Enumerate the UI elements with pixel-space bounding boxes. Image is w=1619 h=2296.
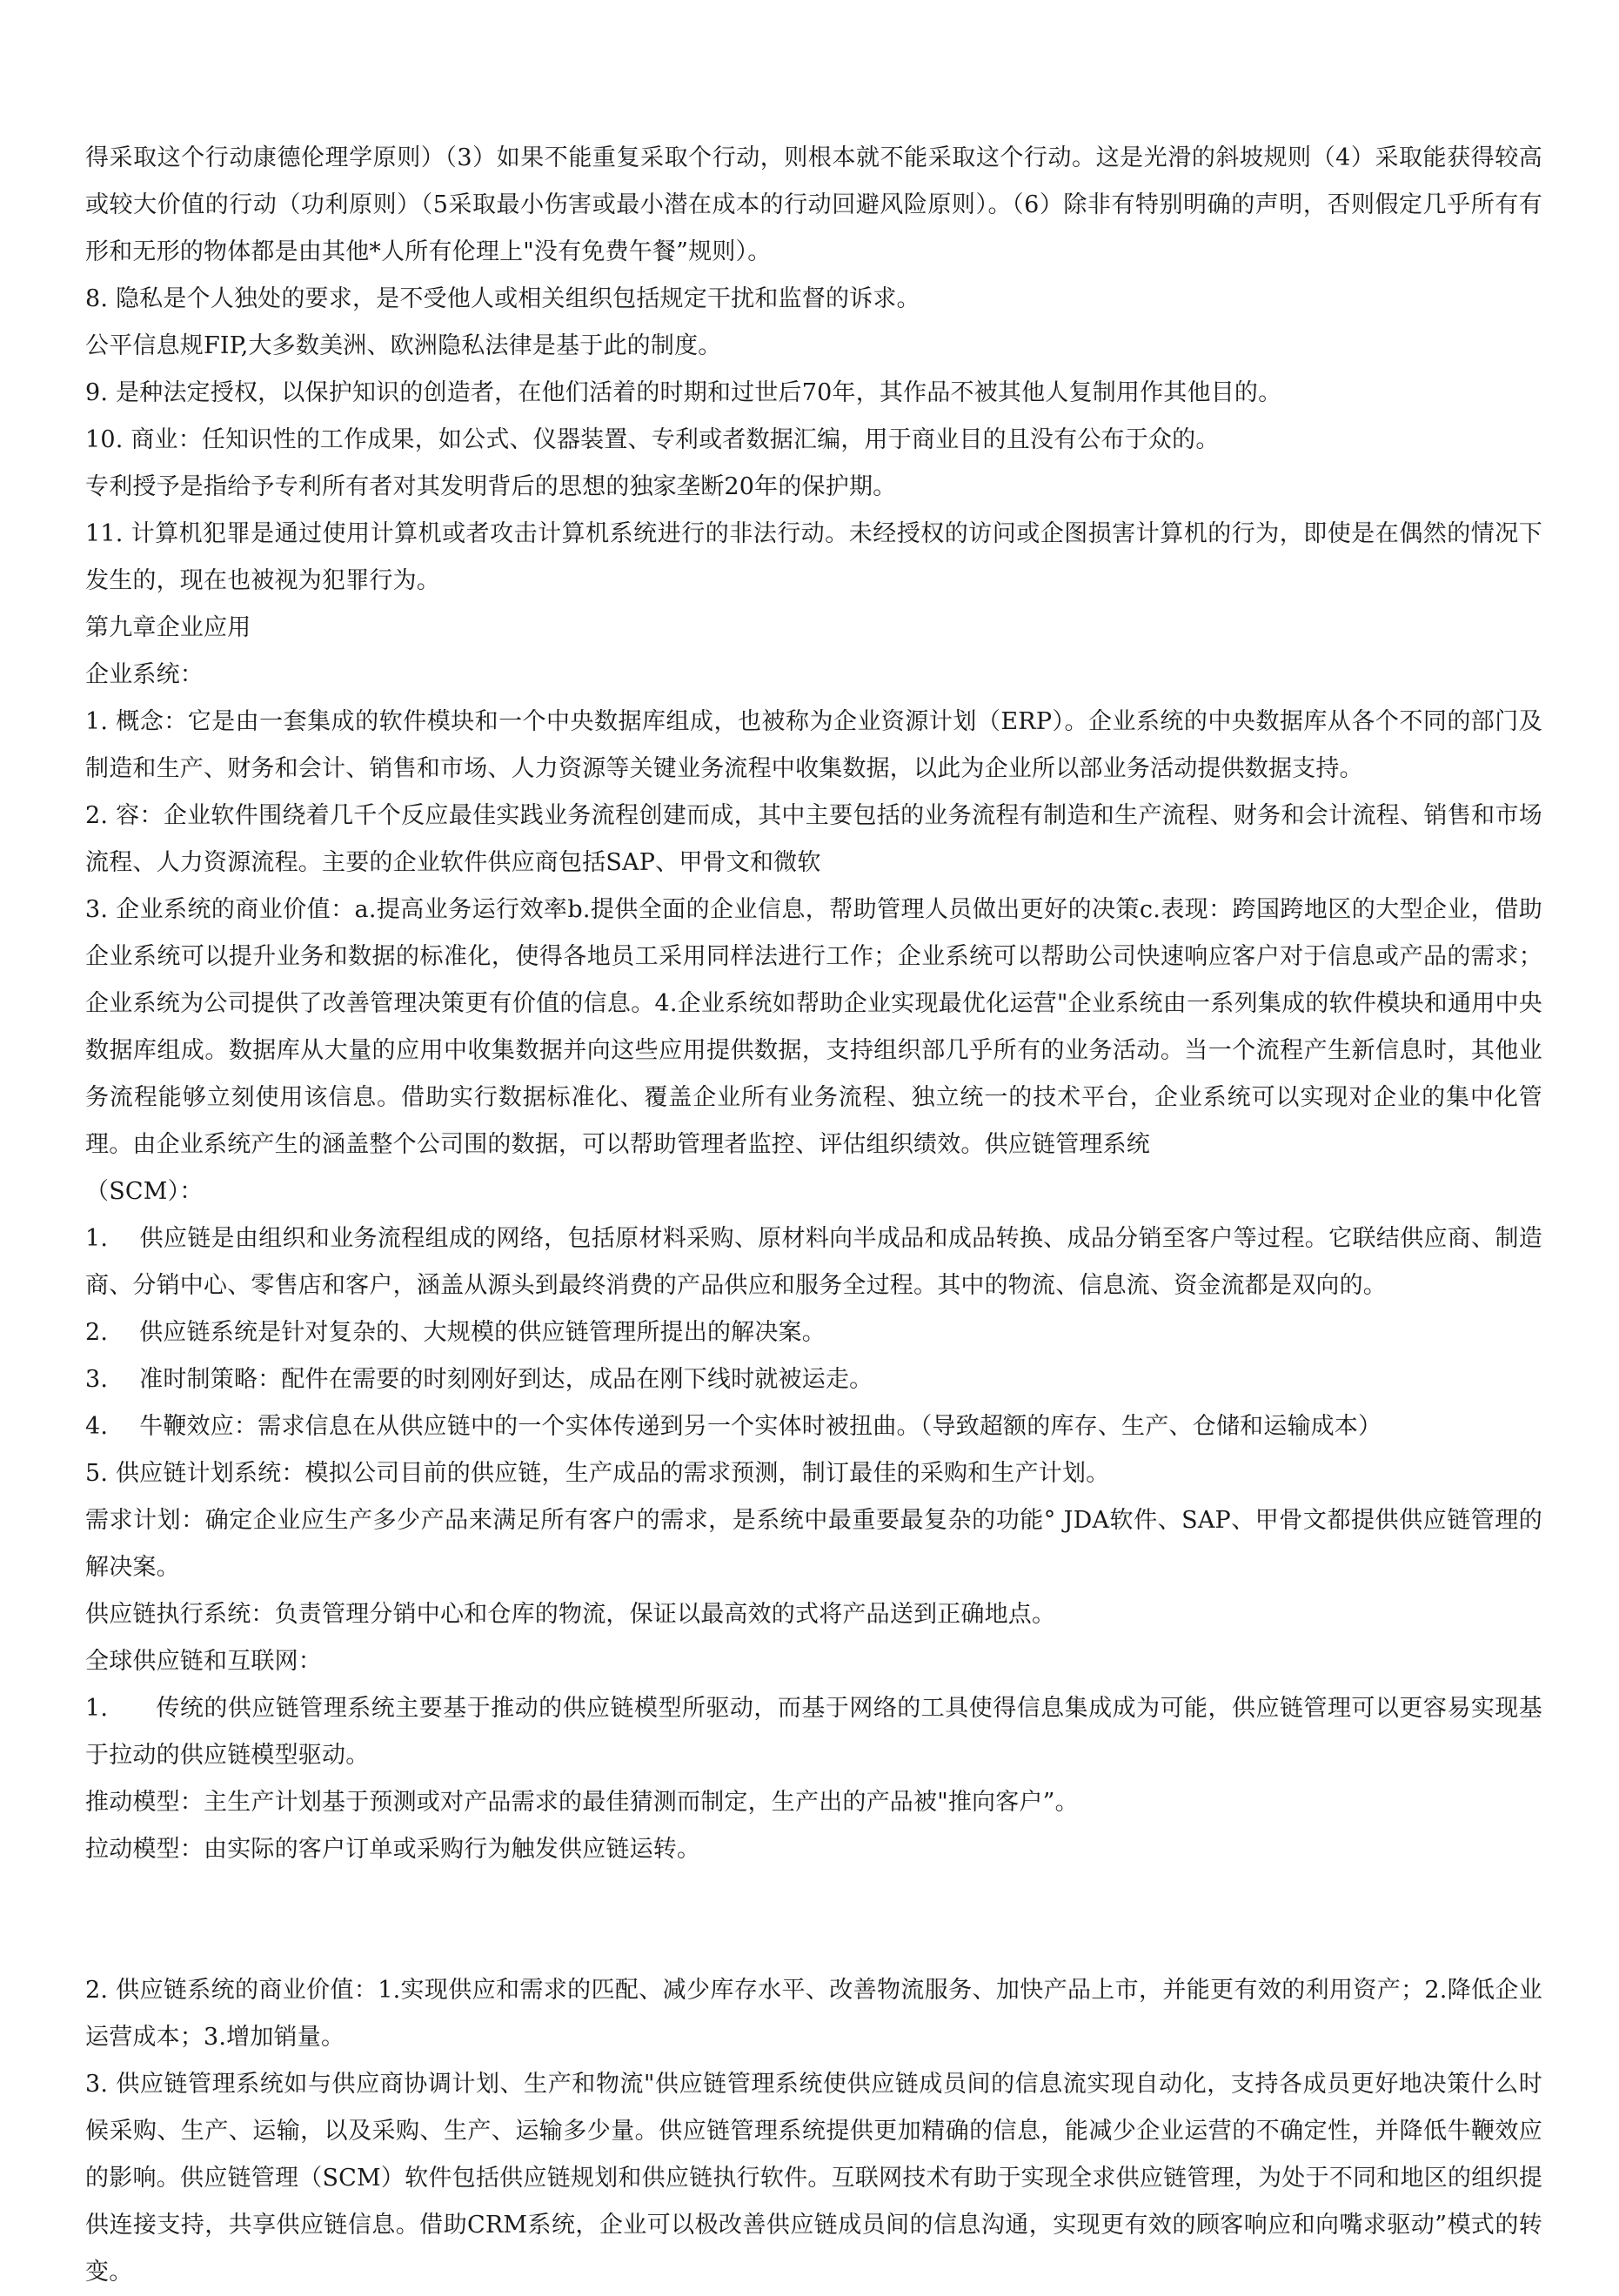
paragraph-enterprise-software: 2. 容：企业软件围绕着几千个反应最佳实践业务流程创建而成，其中主要包括的业务流程有制造和生产流程、财务和会计流程、销售和市场流程、人力资源流程。主要的企业软件供应商包括SAP、甲骨文和微软 <box>85 802 1542 876</box>
paragraph-computer-crime: 11. 计算机犯罪是通过使用计算机或者攻击计算机系统进行的非法行动。未经授权的访问或企图损害计算机的行为，即使是在偶然的情况下发生的，现在也被视为犯罪行为。 <box>85 520 1542 594</box>
section-heading-global-supply-chain: 全球供应链和互联网： <box>85 1648 322 1675</box>
paragraph-scm-business-value: 2. 供应链系统的商业价值：1.实现供应和需求的匹配、减少库存水平、改善物流服务、加快产品上市，并能更有效的利用资产；2.降低企业运营成本；3.增加销量。 <box>85 1977 1542 2051</box>
paragraph-privacy: 8. 隐私是个人独处的要求，是不受他人或相关组织包括规定干扰和监督的诉求。 <box>85 285 920 312</box>
paragraph-scm-coordination: 3. 供应链管理系统如与供应商协调计划、生产和物流"供应链管理系统使供应链成员间的信息流实现自动化，支持各成员更好地决策什么时候采购、生产、运输，以及采购、生产、运输多少量。供应链管理系统提供更加精确的信息，能减少企业运营的不确定性，并降低牛鞭效应的影响。供应链管理（SCM）软件包括供应链规划和供应链执行软件。互联网技术有助于实现全求供应链管理，为处于不同和地区的组织提供连接支持，共享供应链信息。借助CRM系统，企业可以极改善供应链成员间的信息沟通，实现更有效的顾客响应和向嘴求驱动”模式的转变。 <box>85 2071 1542 2286</box>
section-heading-scm: （SCM）： <box>85 1178 204 1205</box>
paragraph-bullwhip-effect: 4. 牛鞭效应：需求信息在从供应链中的一个实体传递到另一个实体时被扭曲。（导致超额的库存、生产、仓储和运输成本） <box>85 1413 1382 1440</box>
paragraph-execution-system: 供应链执行系统：负责管理分销中心和仓库的物流，保证以最高效的式将产品送到正确地点。 <box>85 1601 1056 1628</box>
document-page <box>85 135 1542 2296</box>
paragraph-supply-chain-system: 2. 供应链系统是针对复杂的、大规模的供应链管理所提出的解决案。 <box>85 1319 826 1346</box>
section-heading-enterprise-systems: 企业系统： <box>85 661 204 688</box>
paragraph-ethics-principles: 得采取这个行动康德伦理学原则）（3）如果不能重复采取个行动，则根本就不能采取这个行动。这是光滑的斜坡规则（4）采取能获得较高或较大价值的行动（功利原则）（5采取最小伤害或最小潜在成本的行动回避风险原则）。（6）除非有特别明确的声明，否则假定几乎所有有形和无形的物体都是由其他*人所有伦理上"没有免费午餐”规则）。 <box>85 144 1542 265</box>
paragraph-erp-concept: 1. 概念：它是由一套集成的软件模块和一个中央数据库组成，也被称为企业资源计划（ERP）。企业系统的中央数据库从各个不同的部门及制造和生产、财务和会计、销售和市场、人力资源等关键业务流程中收集数据，以此为企业所以部业务活动提供数据支持。 <box>85 708 1542 782</box>
paragraph-group-top <box>85 135 1542 1873</box>
paragraph-push-model: 推动模型：主生产计划基于预测或对产品需求的最佳猜测而制定，生产出的产品被"推向客户”。 <box>85 1789 1079 1816</box>
paragraph-supply-chain-definition: 1. 供应链是由组织和业务流程组成的网络，包括原材料采购、原材料向半成品和成品转换、成品分销至客户等过程。它联结供应商、制造商、分销中心、零售店和客户，涵盖从源头到最终消费的产品供应和服务全过程。其中的物流、信息流、资金流都是双向的。 <box>85 1225 1542 1299</box>
paragraph-fip: 公平信息规FIP,大多数美洲、欧洲隐私法律是基于此的制度。 <box>85 332 722 359</box>
blank-gap <box>85 1873 1542 1967</box>
chapter-heading: 第九章企业应用 <box>85 614 251 641</box>
paragraph-just-in-time: 3. 准时制策略：配件在需要的时刻刚好到达，成品在刚下线时就被运走。 <box>85 1366 873 1393</box>
paragraph-enterprise-value: 3. 企业系统的商业价值：a.提高业务运行效率b.提供全面的企业信息，帮助管理人员做出更好的决策c.表现：跨国跨地区的大型企业，借助企业系统可以提升业务和数据的标准化，使得各地员工采用同样法进行工作；企业系统可以帮助公司快速响应客户对于信息或产品的需求；企业系统为公司提供了改善管理决策更有价值的信息。4.企业系统如帮助企业实现最优化运营"企业系统由一系列集成的软件模块和通用中央数据库组成。数据库从大量的应用中收集数据并向这些应用提供数据，支持组织部几乎所有的业务活动。当一个流程产生新信息时，其他业务流程能够立刻使用该信息。借助实行数据标准化、覆盖企业所有业务流程、独立统一的技术平台，企业系统可以实现对企业的集中化管理。由企业系统产生的涵盖整个公司围的数据，可以帮助管理者监控、评估组织绩效。供应链管理系统 <box>85 896 1542 1158</box>
paragraph-pull-model: 拉动模型：由实际的客户订单或采购行为触发供应链运转。 <box>85 1836 701 1863</box>
paragraph-patent: 专利授予是指给予专利所有者对其发明背后的思想的独家垄断20年的保护期。 <box>85 473 897 500</box>
paragraph-trade-secret: 10. 商业：任知识性的工作成果，如公式、仪器装置、专利或者数据汇编，用于商业目的且没有公布于众的。 <box>85 426 1220 453</box>
paragraph-push-pull-intro: 1. 传统的供应链管理系统主要基于推动的供应链模型所驱动，而基于网络的工具使得信息集成成为可能，供应链管理可以更容易实现基于拉动的供应链模型驱动。 <box>85 1695 1542 1769</box>
paragraph-demand-planning: 需求计划：确定企业应生产多少产品来满足所有客户的需求，是系统中最重要最复杂的功能° JDA软件、SAP、甲骨文都提供供应链管理的解决案。 <box>85 1507 1542 1581</box>
paragraph-copyright: 9. 是种法定授权，以保护知识的创造者，在他们活着的时期和过世后70年，其作品不被其他人复制用作其他目的。 <box>85 379 1282 406</box>
paragraph-group-bottom <box>85 1967 1542 2296</box>
paragraph-supply-chain-planning: 5. 供应链计划系统：模拟公司目前的供应链，生产成品的需求预测，制订最佳的采购和生产计划。 <box>85 1460 1110 1487</box>
